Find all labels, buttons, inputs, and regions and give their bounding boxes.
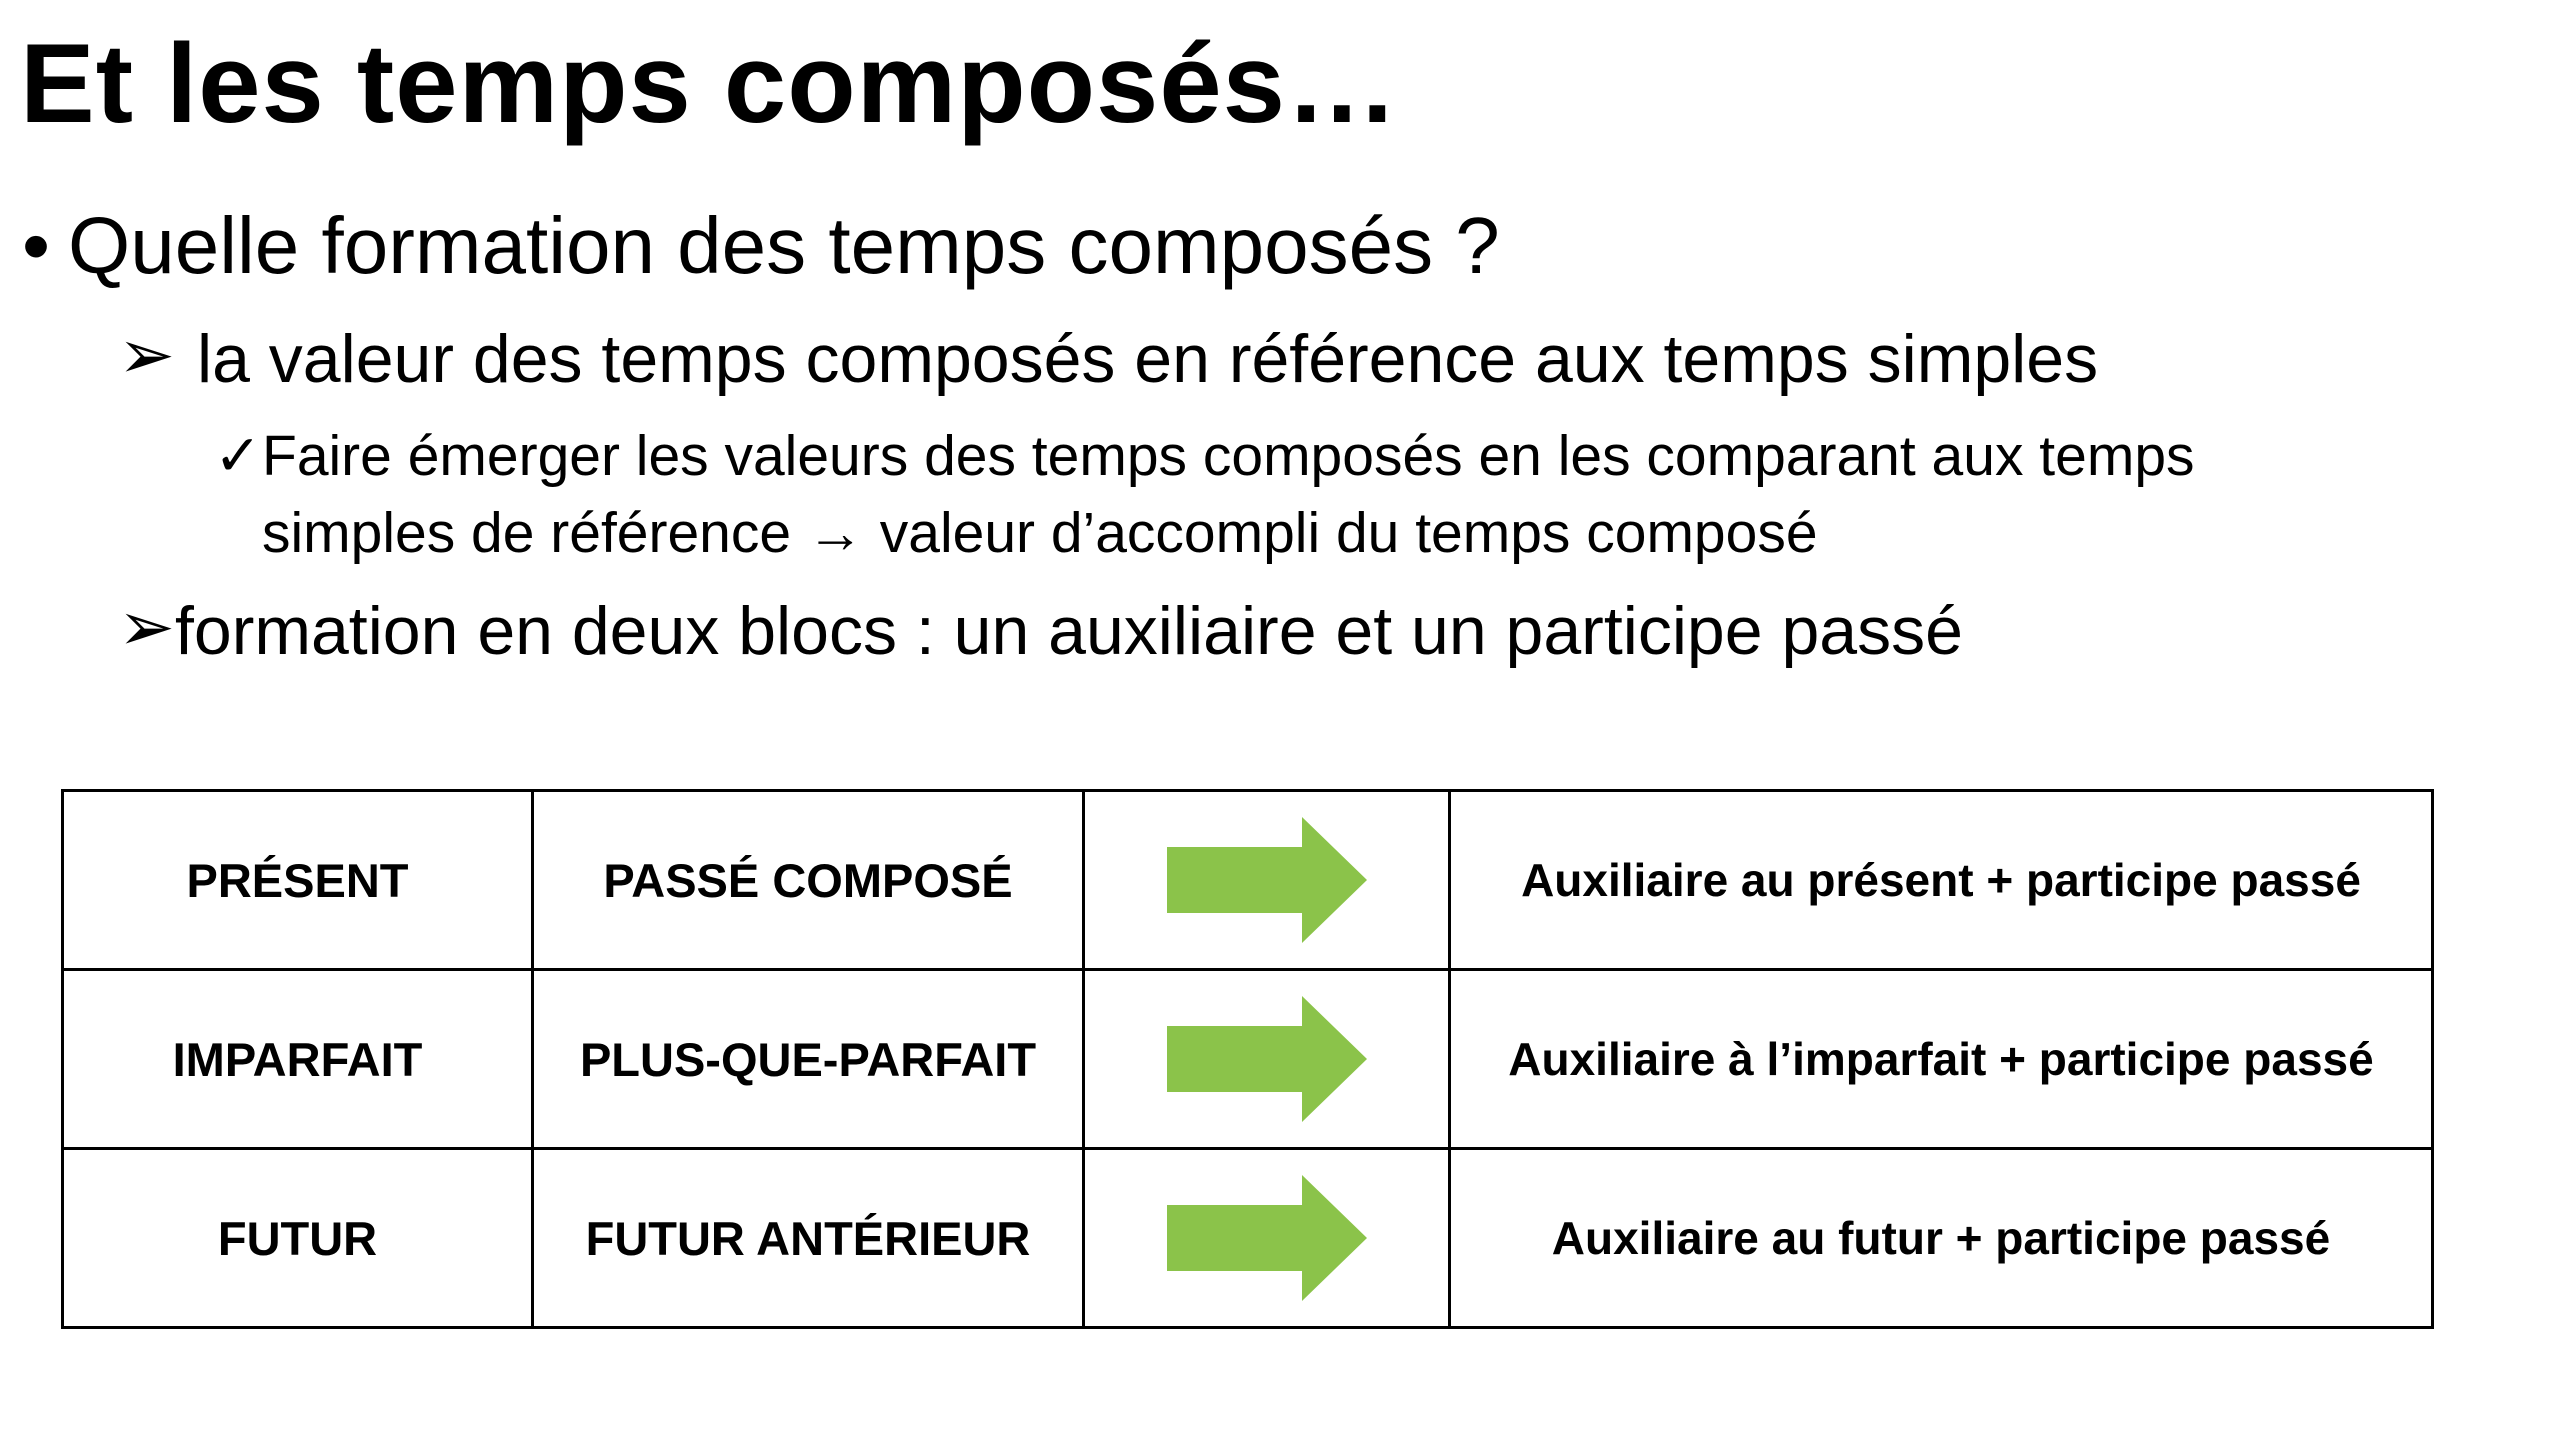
subpoint-line-1: Faire émerger les valeurs des temps composés en les comparant aux temps xyxy=(262,424,2195,488)
compound-tense-cell: PASSÉ COMPOSÉ xyxy=(533,791,1084,970)
bullet-marker: • xyxy=(22,201,51,290)
compound-tense-cell: FUTUR ANTÉRIEUR xyxy=(533,1149,1084,1328)
question-text: Quelle formation des temps composés ? xyxy=(68,201,1500,290)
slide-title: Et les temps composés… xyxy=(20,21,1399,146)
arrow-cell xyxy=(1084,1149,1450,1328)
table-row xyxy=(63,791,2433,970)
formation-cell: Auxiliaire à l’imparfait + participe passé xyxy=(1450,970,2433,1149)
compound-tense-cell: PLUS-QUE-PARFAIT xyxy=(533,970,1084,1149)
right-arrow-icon xyxy=(1167,1175,1367,1301)
simple-tense-cell: IMPARFAIT xyxy=(63,970,533,1149)
formation-cell: Auxiliaire au futur + participe passé xyxy=(1450,1149,2433,1328)
formation-cell: Auxiliaire au présent + participe passé xyxy=(1450,791,2433,970)
subpoint-line-2: simples de référence → valeur d’accompli du temps composé xyxy=(262,501,1818,565)
table-row xyxy=(63,1149,2433,1328)
simple-tense-cell: FUTUR xyxy=(63,1149,533,1328)
formation-table xyxy=(61,789,2434,1329)
simple-tense-cell: PRÉSENT xyxy=(63,791,533,970)
checkmark-icon: ✓ xyxy=(214,424,262,488)
arrowhead-bullet-icon: ➢ xyxy=(118,317,175,393)
right-arrow-icon xyxy=(1167,817,1367,943)
arrow-cell xyxy=(1084,791,1450,970)
right-arrow-icon xyxy=(1167,996,1367,1122)
arrowhead-bullet-icon: ➢ xyxy=(118,589,175,665)
point-valeur xyxy=(118,316,2098,398)
arrow-cell xyxy=(1084,970,1450,1149)
bullet-question xyxy=(22,200,1500,292)
table-row xyxy=(63,970,2433,1149)
subpoint-valeurs xyxy=(214,418,2195,572)
point-formation xyxy=(118,588,1963,670)
point-formation-text: formation en deux blocs : un auxiliaire et un participe passé xyxy=(174,593,1963,669)
point-valeur-text: la valeur des temps composés en référence aux temps simples xyxy=(196,321,2099,397)
